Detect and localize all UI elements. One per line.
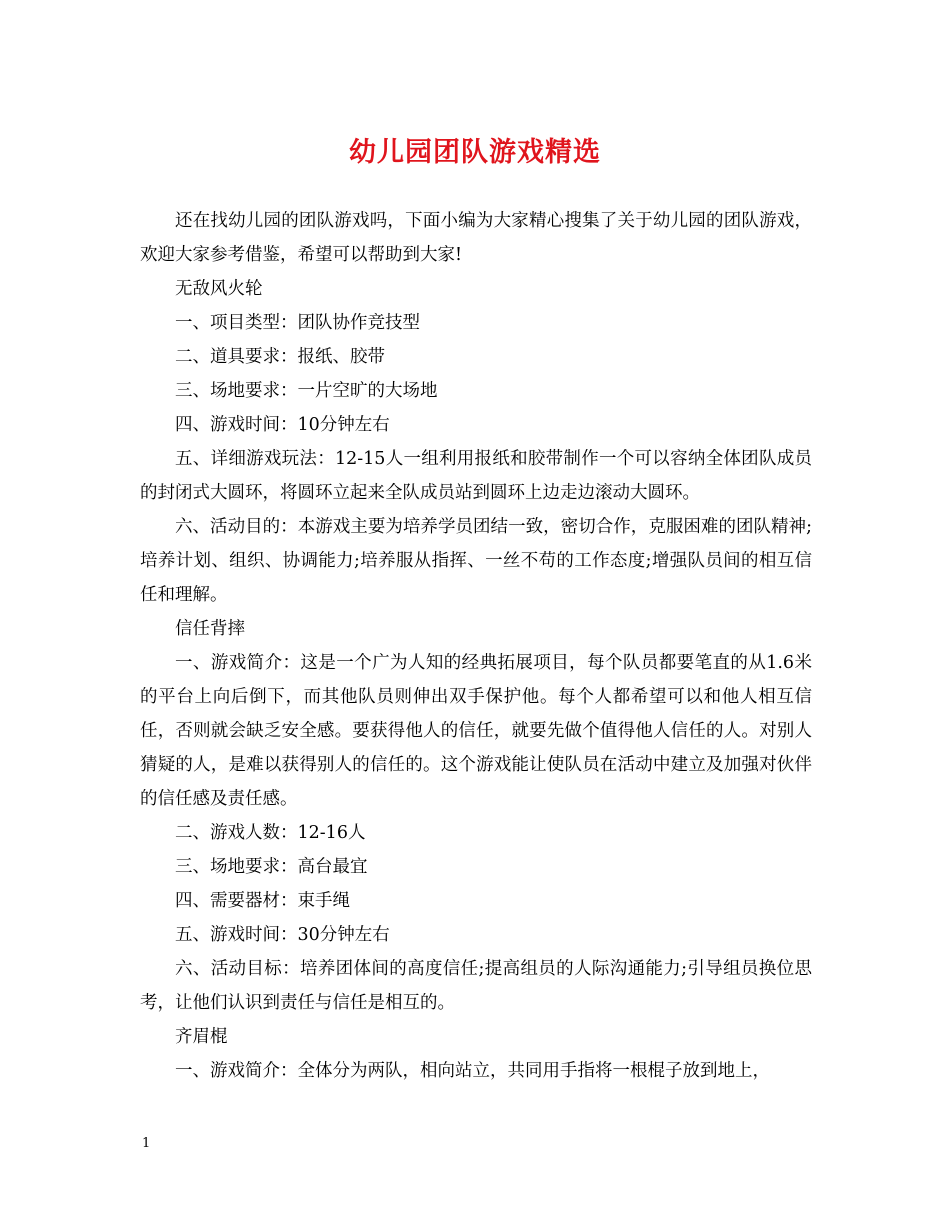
section-heading-xinren-beishuai: 信任背摔 (175, 619, 245, 639)
list-item: 三、场地要求：高台最宜 (175, 857, 368, 877)
list-item: 五、游戏时间：30分钟左右 (175, 925, 390, 945)
list-item: 一、项目类型：团队协作竞技型 (175, 313, 420, 333)
list-item: 四、游戏时间：10分钟左右 (175, 415, 390, 435)
section-heading-qimeigun: 齐眉棍 (175, 1027, 228, 1047)
section-heading-wudi-fenghuolun: 无敌风火轮 (175, 279, 263, 299)
list-item: 一、游戏简介：这是一个广为人知的经典拓展项目，每个队员都要笔直的从1.6米的平台上向后倒下，而其他队员则伸出双手保护他。每个人都希望可以和他人相互信任，否则就会缺乏安全感。要获得他人的信任，就要先做个值得他人信任的人。对别人猜疑的人，是难以获得别人的信任的。这个游戏能让使队员在活动中建立及加强对伙伴的信任感及责任感。 (140, 653, 812, 809)
list-item: 五、详细游戏玩法：12-15人一组利用报纸和胶带制作一个可以容纳全体团队成员的封闭式大圆环，将圆环立起来全队成员站到圆环上边走边滚动大圆环。 (140, 449, 812, 503)
intro-paragraph: 还在找幼儿园的团队游戏吗，下面小编为大家精心搜集了关于幼儿园的团队游戏，欢迎大家参考借鉴，希望可以帮助到大家! (140, 211, 812, 265)
page-number: 1 (142, 1136, 151, 1151)
list-item: 六、活动目标：培养团体间的高度信任;提高组员的人际沟通能力;引导组员换位思考，让他们认识到责任与信任是相互的。 (140, 959, 812, 1013)
document-body (140, 204, 812, 1088)
page-title: 幼儿园团队游戏精选 (349, 137, 601, 168)
list-item: 二、道具要求：报纸、胶带 (175, 347, 385, 367)
list-item: 二、游戏人数：12-16人 (175, 823, 366, 843)
list-item: 四、需要器材：束手绳 (175, 891, 350, 911)
list-item: 三、场地要求：一片空旷的大场地 (175, 381, 438, 401)
list-item: 六、活动目的：本游戏主要为培养学员团结一致，密切合作，克服困难的团队精神;培养计划、组织、协调能力;培养服从指挥、一丝不苟的工作态度;增强队员间的相互信任和理解。 (140, 517, 812, 605)
list-item: 一、游戏简介：全体分为两队，相向站立，共同用手指将一根棍子放到地上， (175, 1061, 770, 1081)
